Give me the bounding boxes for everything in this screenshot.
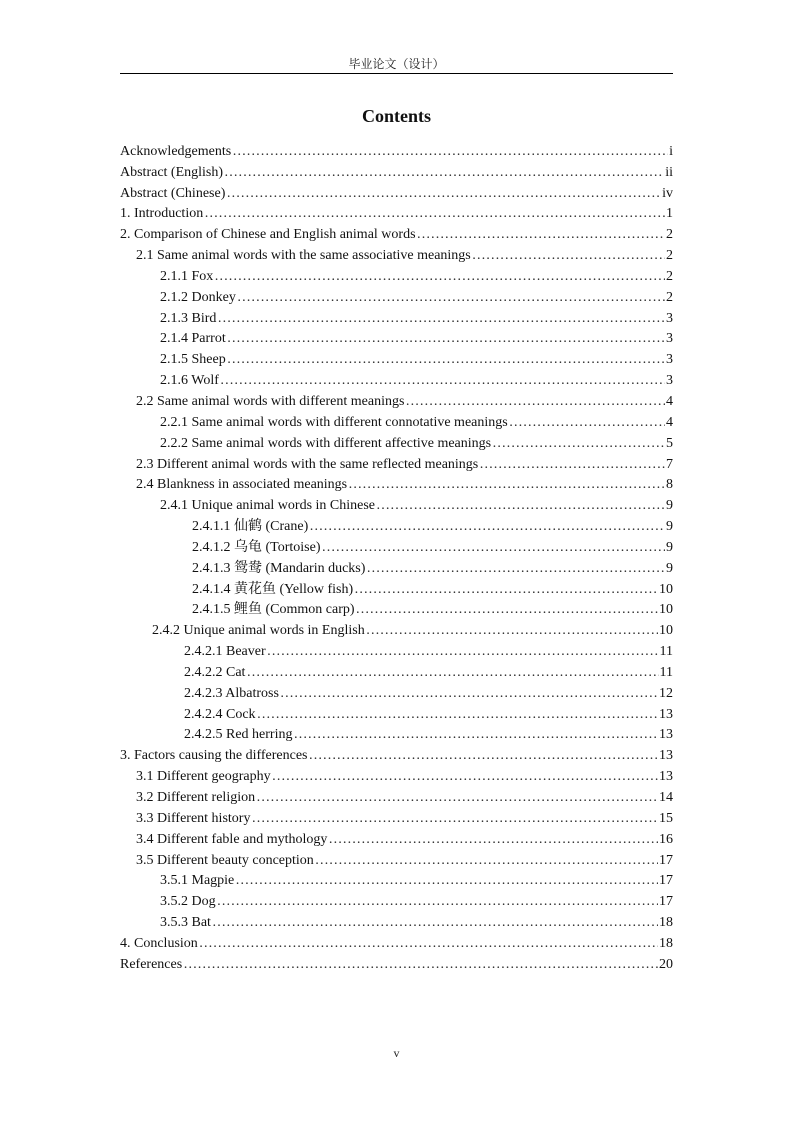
toc-entry-page: 3	[666, 331, 673, 347]
toc-entry-page: 10	[659, 581, 673, 597]
toc-entry[interactable]	[120, 618, 673, 639]
toc-entry-page: 11	[659, 644, 673, 660]
toc-entry[interactable]	[120, 681, 673, 702]
toc-entry-label: 2.4 Blankness in associated meanings	[136, 477, 348, 493]
toc-dot-leader	[227, 351, 665, 368]
toc-entry[interactable]	[120, 848, 673, 869]
toc-dot-leader	[472, 247, 665, 264]
toc-entry-page: 10	[659, 602, 673, 618]
toc-dot-leader	[354, 581, 658, 598]
toc-entry-page: 9	[666, 498, 673, 514]
toc-dot-leader	[272, 768, 658, 785]
toc-entry[interactable]	[120, 347, 673, 368]
toc-entry-label: Abstract (Chinese)	[120, 185, 226, 201]
toc-entry-label: 2.4.2.1 Beaver	[184, 644, 266, 660]
toc-entry-label: 2.1.1 Fox	[160, 268, 214, 284]
toc-dot-leader	[322, 539, 665, 556]
toc-entry[interactable]	[120, 493, 673, 514]
toc-dot-leader	[328, 831, 658, 848]
toc-dot-leader	[356, 601, 658, 618]
toc-entry[interactable]	[120, 889, 673, 910]
toc-entry-page: 10	[659, 623, 673, 639]
toc-entry-page: 13	[659, 769, 673, 785]
toc-dot-leader	[280, 685, 658, 702]
toc-entry-page: 1	[666, 206, 673, 222]
toc-entry[interactable]	[120, 431, 673, 452]
toc-entry[interactable]	[120, 202, 673, 223]
toc-entry[interactable]	[120, 723, 673, 744]
toc-entry-label: Acknowledgements	[120, 143, 232, 159]
toc-entry[interactable]	[120, 389, 673, 410]
toc-entry[interactable]	[120, 327, 673, 348]
toc-entry[interactable]	[120, 139, 673, 160]
toc-entry[interactable]	[120, 285, 673, 306]
toc-entry[interactable]	[120, 743, 673, 764]
toc-entry-page: 13	[659, 727, 673, 743]
toc-entry-page: 20	[659, 956, 673, 972]
toc-entry-label: 2.4.1.1 仙鹤 (Crane)	[192, 519, 309, 535]
page-number: v	[393, 1046, 400, 1060]
toc-entry-label: 3.5 Different beauty conception	[136, 852, 314, 868]
toc-dot-leader	[366, 560, 665, 577]
toc-entry-label: 3.1 Different geography	[136, 769, 271, 785]
toc-dot-leader	[256, 789, 658, 806]
toc-entry-label: 3.5.1 Magpie	[160, 873, 235, 889]
toc-entry-label: 2.2 Same animal words with different meanings	[136, 393, 405, 409]
toc-dot-leader	[509, 414, 665, 431]
toc-entry[interactable]	[120, 181, 673, 202]
toc-dot-leader	[232, 143, 668, 160]
toc-dot-leader	[183, 956, 658, 973]
toc-entry-label: 3.4 Different fable and mythology	[136, 831, 328, 847]
toc-entry-page: 2	[666, 268, 673, 284]
toc-entry-label: 2.1.4 Parrot	[160, 331, 226, 347]
toc-entry-label: 2.3 Different animal words with the same reflected meanings	[136, 456, 479, 472]
toc-entry-page: 9	[666, 539, 673, 555]
toc-entry-page: iv	[662, 185, 673, 201]
toc-entry-page: 2	[666, 289, 673, 305]
toc-dot-leader	[214, 268, 665, 285]
toc-entry-page: 7	[666, 456, 673, 472]
toc-entry[interactable]	[120, 264, 673, 285]
toc-entry-page: 17	[659, 873, 673, 889]
toc-entry[interactable]	[120, 639, 673, 660]
toc-dot-leader	[246, 664, 658, 681]
toc-entry-label: 2.4.1.2 乌龟 (Tortoise)	[192, 539, 321, 555]
toc-dot-leader	[212, 914, 658, 931]
toc-entry-page: 5	[666, 435, 673, 451]
toc-entry-page: 18	[659, 935, 673, 951]
toc-entry[interactable]	[120, 243, 673, 264]
toc-entry-page: 4	[666, 393, 673, 409]
toc-entry-label: 4. Conclusion	[120, 935, 198, 951]
page-title: Contents	[361, 106, 431, 126]
toc-entry-page: 3	[666, 373, 673, 389]
toc-entry[interactable]	[120, 952, 673, 973]
toc-entry-label: 2. Comparison of Chinese and English animal words	[120, 227, 416, 243]
toc-dot-leader	[309, 747, 658, 764]
toc-entry-label: 2.4.1.4 黄花鱼 (Yellow fish)	[192, 581, 354, 597]
toc-dot-leader	[257, 706, 658, 723]
toc-dot-leader	[417, 226, 665, 243]
toc-dot-leader	[366, 622, 658, 639]
toc-dot-leader	[293, 726, 658, 743]
toc-entry-label: 2.4.2 Unique animal words in English	[152, 623, 365, 639]
toc-entry-page: 2	[666, 248, 673, 264]
toc-entry-label: 2.4.1 Unique animal words in Chinese	[160, 498, 376, 514]
toc-entry[interactable]	[120, 535, 673, 556]
toc-entry[interactable]	[120, 660, 673, 681]
toc-entry[interactable]	[120, 931, 673, 952]
toc-entry[interactable]	[120, 160, 673, 181]
toc-entry-label: 2.4.2.5 Red herring	[184, 727, 293, 743]
toc-entry-page: 13	[659, 748, 673, 764]
toc-entry[interactable]	[120, 827, 673, 848]
toc-entry[interactable]	[120, 785, 673, 806]
toc-entry-page: i	[669, 143, 673, 159]
toc-entry[interactable]	[120, 702, 673, 723]
toc-entry-page: 3	[666, 352, 673, 368]
toc-entry[interactable]	[120, 556, 673, 577]
toc-dot-leader	[204, 205, 665, 222]
toc-entry-label: 2.4.1.5 鲤鱼 (Common carp)	[192, 602, 355, 618]
toc-dot-leader	[267, 643, 659, 660]
toc-entry[interactable]	[120, 222, 673, 243]
toc-entry[interactable]	[120, 598, 673, 619]
toc-entry-label: 2.1.2 Donkey	[160, 289, 236, 305]
toc-entry[interactable]	[120, 764, 673, 785]
toc-entry-page: 9	[666, 560, 673, 576]
toc-dot-leader	[492, 435, 665, 452]
toc-dot-leader	[235, 872, 658, 889]
toc-entry-label: 2.4.2.3 Albatross	[184, 685, 279, 701]
toc-entry[interactable]	[120, 514, 673, 535]
toc-entry[interactable]	[120, 473, 673, 494]
toc-entry-page: 8	[666, 477, 673, 493]
toc-entry-page: 13	[659, 706, 673, 722]
toc-entry[interactable]	[120, 452, 673, 473]
header-rule	[120, 73, 673, 74]
toc-entry-label: 3.3 Different history	[136, 810, 251, 826]
toc-entry-page: ii	[665, 164, 673, 180]
toc-entry-label: 2.1.6 Wolf	[160, 373, 219, 389]
toc-dot-leader	[199, 935, 658, 952]
toc-entry-label: References	[120, 956, 183, 972]
toc-dot-leader	[348, 476, 665, 493]
toc-entry-page: 4	[666, 414, 673, 430]
toc-entry-label: 3. Factors causing the differences	[120, 748, 308, 764]
toc-dot-leader	[315, 852, 658, 869]
toc-entry[interactable]	[120, 577, 673, 598]
toc-dot-leader	[479, 456, 665, 473]
toc-dot-leader	[251, 810, 658, 827]
toc-entry-page: 3	[666, 310, 673, 326]
toc-entry-page: 15	[659, 810, 673, 826]
toc-entry-page: 18	[659, 915, 673, 931]
toc-entry-page: 16	[659, 831, 673, 847]
toc-entry-label: 1. Introduction	[120, 206, 204, 222]
toc-entry[interactable]	[120, 869, 673, 890]
toc-dot-leader	[220, 372, 665, 389]
running-header: 毕业论文（设计）	[348, 57, 445, 71]
toc-entry-label: 2.4.1.3 鸳鸯 (Mandarin ducks)	[192, 560, 366, 576]
table-of-contents	[120, 139, 673, 973]
toc-dot-leader	[237, 289, 665, 306]
toc-entry-label: 2.2.2 Same animal words with different affective meanings	[160, 435, 492, 451]
toc-entry-page: 2	[666, 227, 673, 243]
toc-entry-page: 17	[659, 894, 673, 910]
toc-entry-page: 14	[659, 790, 673, 805]
toc-entry-label: 2.1.3 Bird	[160, 310, 217, 326]
toc-entry-page: 11	[659, 664, 673, 680]
toc-dot-leader	[217, 310, 665, 327]
toc-entry-page: 9	[666, 519, 673, 535]
toc-entry[interactable]	[120, 806, 673, 827]
toc-dot-leader	[226, 185, 661, 202]
toc-entry[interactable]	[120, 410, 673, 431]
toc-entry-label: 2.1 Same animal words with the same associative meanings	[136, 248, 471, 264]
toc-entry-label: 2.1.5 Sheep	[160, 352, 226, 368]
toc-entry-page: 17	[659, 852, 673, 868]
toc-dot-leader	[376, 497, 665, 514]
toc-dot-leader	[405, 393, 665, 410]
toc-dot-leader	[224, 164, 664, 181]
toc-entry[interactable]	[120, 306, 673, 327]
toc-entry-label: 3.5.2 Dog	[160, 894, 216, 910]
toc-entry-label: 2.2.1 Same animal words with different connotative meanings	[160, 414, 508, 430]
toc-dot-leader	[217, 893, 658, 910]
toc-entry-label: 3.5.3 Bat	[160, 915, 211, 931]
toc-dot-leader	[309, 518, 665, 535]
toc-entry-label: Abstract (English)	[120, 164, 224, 180]
toc-entry[interactable]	[120, 910, 673, 931]
toc-entry-page: 12	[659, 685, 673, 701]
toc-entry-label: 3.2 Different religion	[136, 790, 256, 805]
toc-entry[interactable]	[120, 368, 673, 389]
toc-dot-leader	[227, 330, 665, 347]
toc-entry-label: 2.4.2.4 Cock	[184, 706, 256, 722]
toc-entry-label: 2.4.2.2 Cat	[184, 664, 246, 680]
